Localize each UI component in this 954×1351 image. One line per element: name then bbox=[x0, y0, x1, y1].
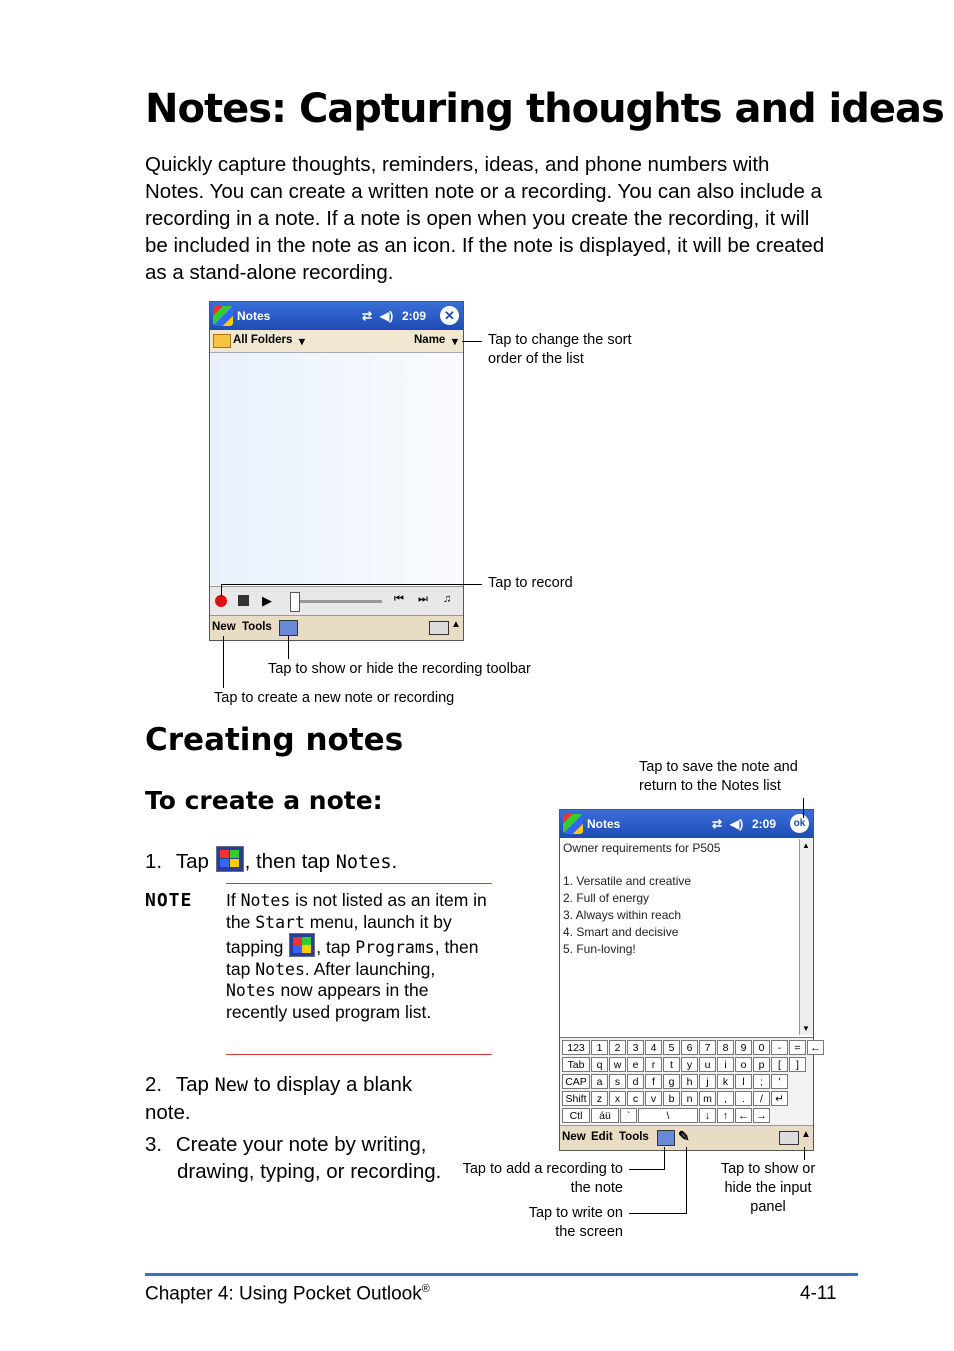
note-line: Owner requirements for P505 bbox=[563, 841, 721, 855]
callout-input-panel: Tap to show or hide the input panel bbox=[720, 1161, 816, 1215]
keyboard-key[interactable]: y bbox=[681, 1057, 698, 1072]
keyboard-key[interactable]: x bbox=[609, 1091, 626, 1106]
keyboard-key[interactable]: , bbox=[717, 1091, 734, 1106]
keyboard-key[interactable]: i bbox=[717, 1057, 734, 1072]
note-span: menu, launch it by tapping bbox=[226, 911, 452, 957]
new-menu[interactable]: New bbox=[562, 1131, 586, 1143]
chevron-up-icon[interactable]: ▲ bbox=[451, 619, 461, 630]
volume-icon: ◀) bbox=[730, 817, 744, 831]
step-text: Tap bbox=[175, 1073, 209, 1096]
chevron-up-icon[interactable]: ▲ bbox=[801, 1129, 811, 1140]
step-text: Tap bbox=[175, 850, 209, 873]
keyboard-key[interactable]: q bbox=[591, 1057, 608, 1072]
keyboard-key[interactable]: g bbox=[663, 1074, 680, 1089]
connectivity-icon: ⇄ bbox=[712, 817, 723, 831]
keyboard-key[interactable]: n bbox=[681, 1091, 698, 1106]
start-icon bbox=[216, 846, 244, 872]
keyboard-key[interactable]: / bbox=[753, 1091, 770, 1106]
chevron-down-icon: ▾ bbox=[452, 336, 458, 348]
note-line: 5. Fun-loving! bbox=[563, 942, 636, 956]
note-span: , tap bbox=[316, 937, 351, 957]
leader-line bbox=[803, 798, 804, 818]
scroll-up-icon[interactable]: ▲ bbox=[802, 841, 810, 850]
page-number: 4-11 bbox=[800, 1283, 837, 1304]
note-span: is not listed as an item in the bbox=[226, 890, 487, 932]
program-name: Notes bbox=[255, 959, 305, 979]
keyboard-key[interactable]: → bbox=[753, 1108, 770, 1123]
program-name: Notes bbox=[226, 981, 276, 1000]
page-title: Notes: Capturing thoughts and ideas bbox=[145, 86, 944, 132]
leader-line bbox=[686, 1147, 687, 1214]
soft-keyboard bbox=[560, 1037, 821, 1126]
program-name: Notes bbox=[335, 852, 392, 873]
notes-list-screenshot bbox=[209, 301, 464, 641]
keyboard-key[interactable]: 4 bbox=[645, 1040, 662, 1055]
menu-name: Programs bbox=[355, 938, 435, 957]
keyboard-key[interactable]: 8 bbox=[717, 1040, 734, 1055]
keyboard-key[interactable]: ↑ bbox=[717, 1108, 734, 1123]
keyboard-key[interactable]: 2 bbox=[609, 1040, 626, 1055]
keyboard-key[interactable]: a bbox=[591, 1074, 608, 1089]
skip-forward-button[interactable]: ⏭ bbox=[418, 593, 428, 605]
pen-icon[interactable]: ✎ bbox=[678, 1128, 690, 1144]
keyboard-key[interactable]: Tab bbox=[562, 1057, 590, 1072]
leader-line bbox=[221, 584, 482, 585]
keyboard-key[interactable]: Ctl bbox=[562, 1108, 590, 1123]
notes-list-area bbox=[210, 353, 463, 585]
keyboard-key[interactable]: 3 bbox=[627, 1040, 644, 1055]
play-button[interactable]: ▶ bbox=[262, 593, 272, 608]
connectivity-icon: ⇄ bbox=[362, 309, 373, 323]
leader-line bbox=[629, 1213, 687, 1214]
clock: 2:09 bbox=[752, 817, 777, 831]
leader-line bbox=[221, 584, 222, 597]
note-editor-screenshot bbox=[559, 809, 821, 1151]
app-title: Notes bbox=[587, 817, 621, 831]
step-number: 3. bbox=[145, 1133, 163, 1156]
note-line: 2. Full of energy bbox=[563, 891, 650, 905]
slider-thumb[interactable] bbox=[290, 592, 300, 612]
note-span: If bbox=[226, 890, 236, 910]
chapter-text: Chapter 4: Using Pocket Outlook bbox=[145, 1283, 422, 1305]
keyboard-key[interactable]: o bbox=[735, 1057, 752, 1072]
keyboard-key[interactable]: v bbox=[645, 1091, 662, 1106]
app-title: Notes bbox=[237, 309, 271, 323]
start-icon bbox=[289, 933, 315, 957]
keyboard-key[interactable]: p bbox=[753, 1057, 770, 1072]
keyboard-key[interactable]: ← bbox=[735, 1108, 752, 1123]
leader-line bbox=[223, 636, 224, 688]
section-heading: Creating notes bbox=[145, 722, 404, 758]
command-bar bbox=[210, 615, 463, 640]
folder-bar bbox=[210, 330, 463, 353]
keyboard-key[interactable]: = bbox=[789, 1040, 806, 1055]
menu-name: Start bbox=[255, 912, 305, 932]
step-number: 1. bbox=[145, 850, 163, 873]
volume-slider-icon[interactable]: ♫ bbox=[443, 593, 452, 605]
keyboard-key[interactable]: z bbox=[591, 1091, 608, 1106]
keyboard-key[interactable]: ↵ bbox=[771, 1091, 788, 1106]
leader-line bbox=[804, 1147, 805, 1160]
folder-icon bbox=[213, 334, 231, 348]
keyboard-key[interactable]: h bbox=[681, 1074, 698, 1089]
keyboard-key[interactable]: w bbox=[609, 1057, 626, 1072]
skip-back-button[interactable]: ⏮ bbox=[394, 593, 404, 605]
title-bar bbox=[560, 810, 813, 838]
keyboard-key[interactable]: l bbox=[735, 1074, 752, 1089]
volume-icon: ◀) bbox=[380, 309, 394, 323]
tools-menu[interactable]: Tools bbox=[242, 621, 272, 633]
new-menu[interactable]: New bbox=[212, 621, 236, 633]
leader-line bbox=[288, 636, 289, 659]
keyboard-key[interactable]: . bbox=[735, 1091, 752, 1106]
edit-menu[interactable]: Edit bbox=[591, 1131, 613, 1143]
step-3 bbox=[145, 1131, 497, 1185]
note-span: now appears in the recently used program list. bbox=[226, 980, 432, 1022]
keyboard-key[interactable]: m bbox=[699, 1091, 716, 1106]
leader-line bbox=[462, 341, 482, 342]
keyboard-key[interactable]: u bbox=[699, 1057, 716, 1072]
leader-line bbox=[629, 1169, 665, 1170]
footer-chapter bbox=[145, 1283, 430, 1305]
subsection-heading: To create a note: bbox=[145, 786, 383, 815]
keyboard-key[interactable]: 1 bbox=[591, 1040, 608, 1055]
step-text: to display a blank note. bbox=[145, 1073, 413, 1124]
sort-dropdown[interactable]: Name bbox=[414, 334, 446, 346]
keyboard-key[interactable]: 123 bbox=[562, 1040, 590, 1055]
note-content bbox=[563, 840, 795, 958]
folder-dropdown[interactable]: All Folders bbox=[233, 334, 293, 346]
keyboard-key[interactable]: k bbox=[717, 1074, 734, 1089]
keyboard-key[interactable]: [ bbox=[771, 1057, 788, 1072]
keyboard-key[interactable]: ← bbox=[807, 1040, 824, 1055]
keyboard-key[interactable]: \ bbox=[638, 1108, 698, 1123]
keyboard-key[interactable]: - bbox=[771, 1040, 788, 1055]
recording-toolbar-toggle-icon[interactable] bbox=[657, 1130, 675, 1146]
step-text: , then tap bbox=[244, 850, 331, 873]
keyboard-key[interactable]: 0 bbox=[753, 1040, 770, 1055]
keyboard-icon[interactable] bbox=[779, 1131, 799, 1145]
keyboard-key[interactable]: 6 bbox=[681, 1040, 698, 1055]
menu-name: New bbox=[214, 1075, 248, 1096]
keyboard-key[interactable]: r bbox=[645, 1057, 662, 1072]
keyboard-key[interactable]: áü bbox=[591, 1108, 619, 1123]
keyboard-key[interactable]: j bbox=[699, 1074, 716, 1089]
keyboard-key[interactable]: b bbox=[663, 1091, 680, 1106]
intro-paragraph: Quickly capture thoughts, reminders, ideas, and phone numbers with Notes. You can create a written note or a recording. You can also include a recording in a note. If a note is open when you create the recording, it will be included in the note as an icon. If the note is displayed, it will be created as a stand-alone recording. bbox=[145, 153, 825, 284]
note-line: 3. Always within reach bbox=[563, 908, 682, 922]
keyboard-key[interactable]: 7 bbox=[699, 1040, 716, 1055]
step-number: 2. bbox=[145, 1073, 163, 1096]
note-span: , then tap bbox=[226, 937, 479, 979]
step-text: . bbox=[391, 850, 398, 873]
scrollbar[interactable] bbox=[799, 839, 813, 1035]
keyboard-key[interactable]: e bbox=[627, 1057, 644, 1072]
keyboard-icon[interactable] bbox=[429, 621, 449, 635]
recording-toolbar-toggle-icon[interactable] bbox=[279, 620, 298, 636]
keyboard-key[interactable]: CAP bbox=[562, 1074, 590, 1089]
callout-save: Tap to save the note and return to the Notes list bbox=[639, 759, 798, 794]
clock: 2:09 bbox=[402, 309, 427, 323]
note-line: 1. Versatile and creative bbox=[563, 874, 692, 888]
keyboard-key[interactable]: f bbox=[645, 1074, 662, 1089]
note-line: 4. Smart and decisive bbox=[563, 925, 679, 939]
callout-sort: Tap to change the sort order of the list bbox=[488, 332, 632, 367]
leader-line bbox=[664, 1147, 665, 1170]
keyboard-key[interactable]: s bbox=[609, 1074, 626, 1089]
keyboard-key[interactable]: ↓ bbox=[699, 1108, 716, 1123]
footer-rule bbox=[145, 1273, 858, 1276]
title-bar bbox=[210, 302, 463, 330]
scroll-down-icon[interactable]: ▼ bbox=[802, 1024, 810, 1033]
keyboard-key[interactable]: d bbox=[627, 1074, 644, 1089]
keyboard-key[interactable]: t bbox=[663, 1057, 680, 1072]
start-icon bbox=[213, 306, 233, 326]
keyboard-key[interactable]: ; bbox=[753, 1074, 770, 1089]
note-span: . After launching, bbox=[304, 958, 436, 979]
keyboard-key[interactable]: Shift bbox=[562, 1091, 590, 1106]
step-text: Create your note by writing, drawing, typing, or recording. bbox=[175, 1133, 442, 1183]
keyboard-key[interactable]: 9 bbox=[735, 1040, 752, 1055]
callout-add-recording: Tap to add a recording to the note bbox=[462, 1161, 623, 1196]
step-1 bbox=[145, 846, 475, 876]
note-text bbox=[226, 890, 488, 1023]
callout-new: Tap to create a new note or recording bbox=[214, 690, 455, 706]
tools-menu[interactable]: Tools bbox=[619, 1131, 649, 1143]
ok-button[interactable]: ok bbox=[790, 814, 809, 833]
position-slider[interactable] bbox=[290, 600, 382, 603]
step-2 bbox=[145, 1071, 455, 1126]
note-label: NOTE bbox=[145, 890, 193, 911]
callout-write: Tap to write on the screen bbox=[528, 1205, 623, 1240]
keyboard-key[interactable]: c bbox=[627, 1091, 644, 1106]
start-icon bbox=[563, 814, 583, 834]
recording-toolbar bbox=[210, 586, 463, 615]
chevron-down-icon: ▾ bbox=[299, 336, 305, 348]
keyboard-key[interactable]: ] bbox=[789, 1057, 806, 1072]
program-name: Notes bbox=[240, 891, 291, 910]
stop-button[interactable] bbox=[238, 595, 249, 606]
callout-record: Tap to record bbox=[488, 575, 573, 591]
keyboard-key[interactable]: ' bbox=[771, 1074, 788, 1089]
keyboard-key[interactable]: ` bbox=[620, 1108, 637, 1123]
callout-toolbar: Tap to show or hide the recording toolbar bbox=[268, 661, 531, 677]
keyboard-key[interactable]: 5 bbox=[663, 1040, 680, 1055]
close-icon[interactable]: ✕ bbox=[440, 306, 459, 325]
registered-mark: ® bbox=[421, 1283, 430, 1295]
